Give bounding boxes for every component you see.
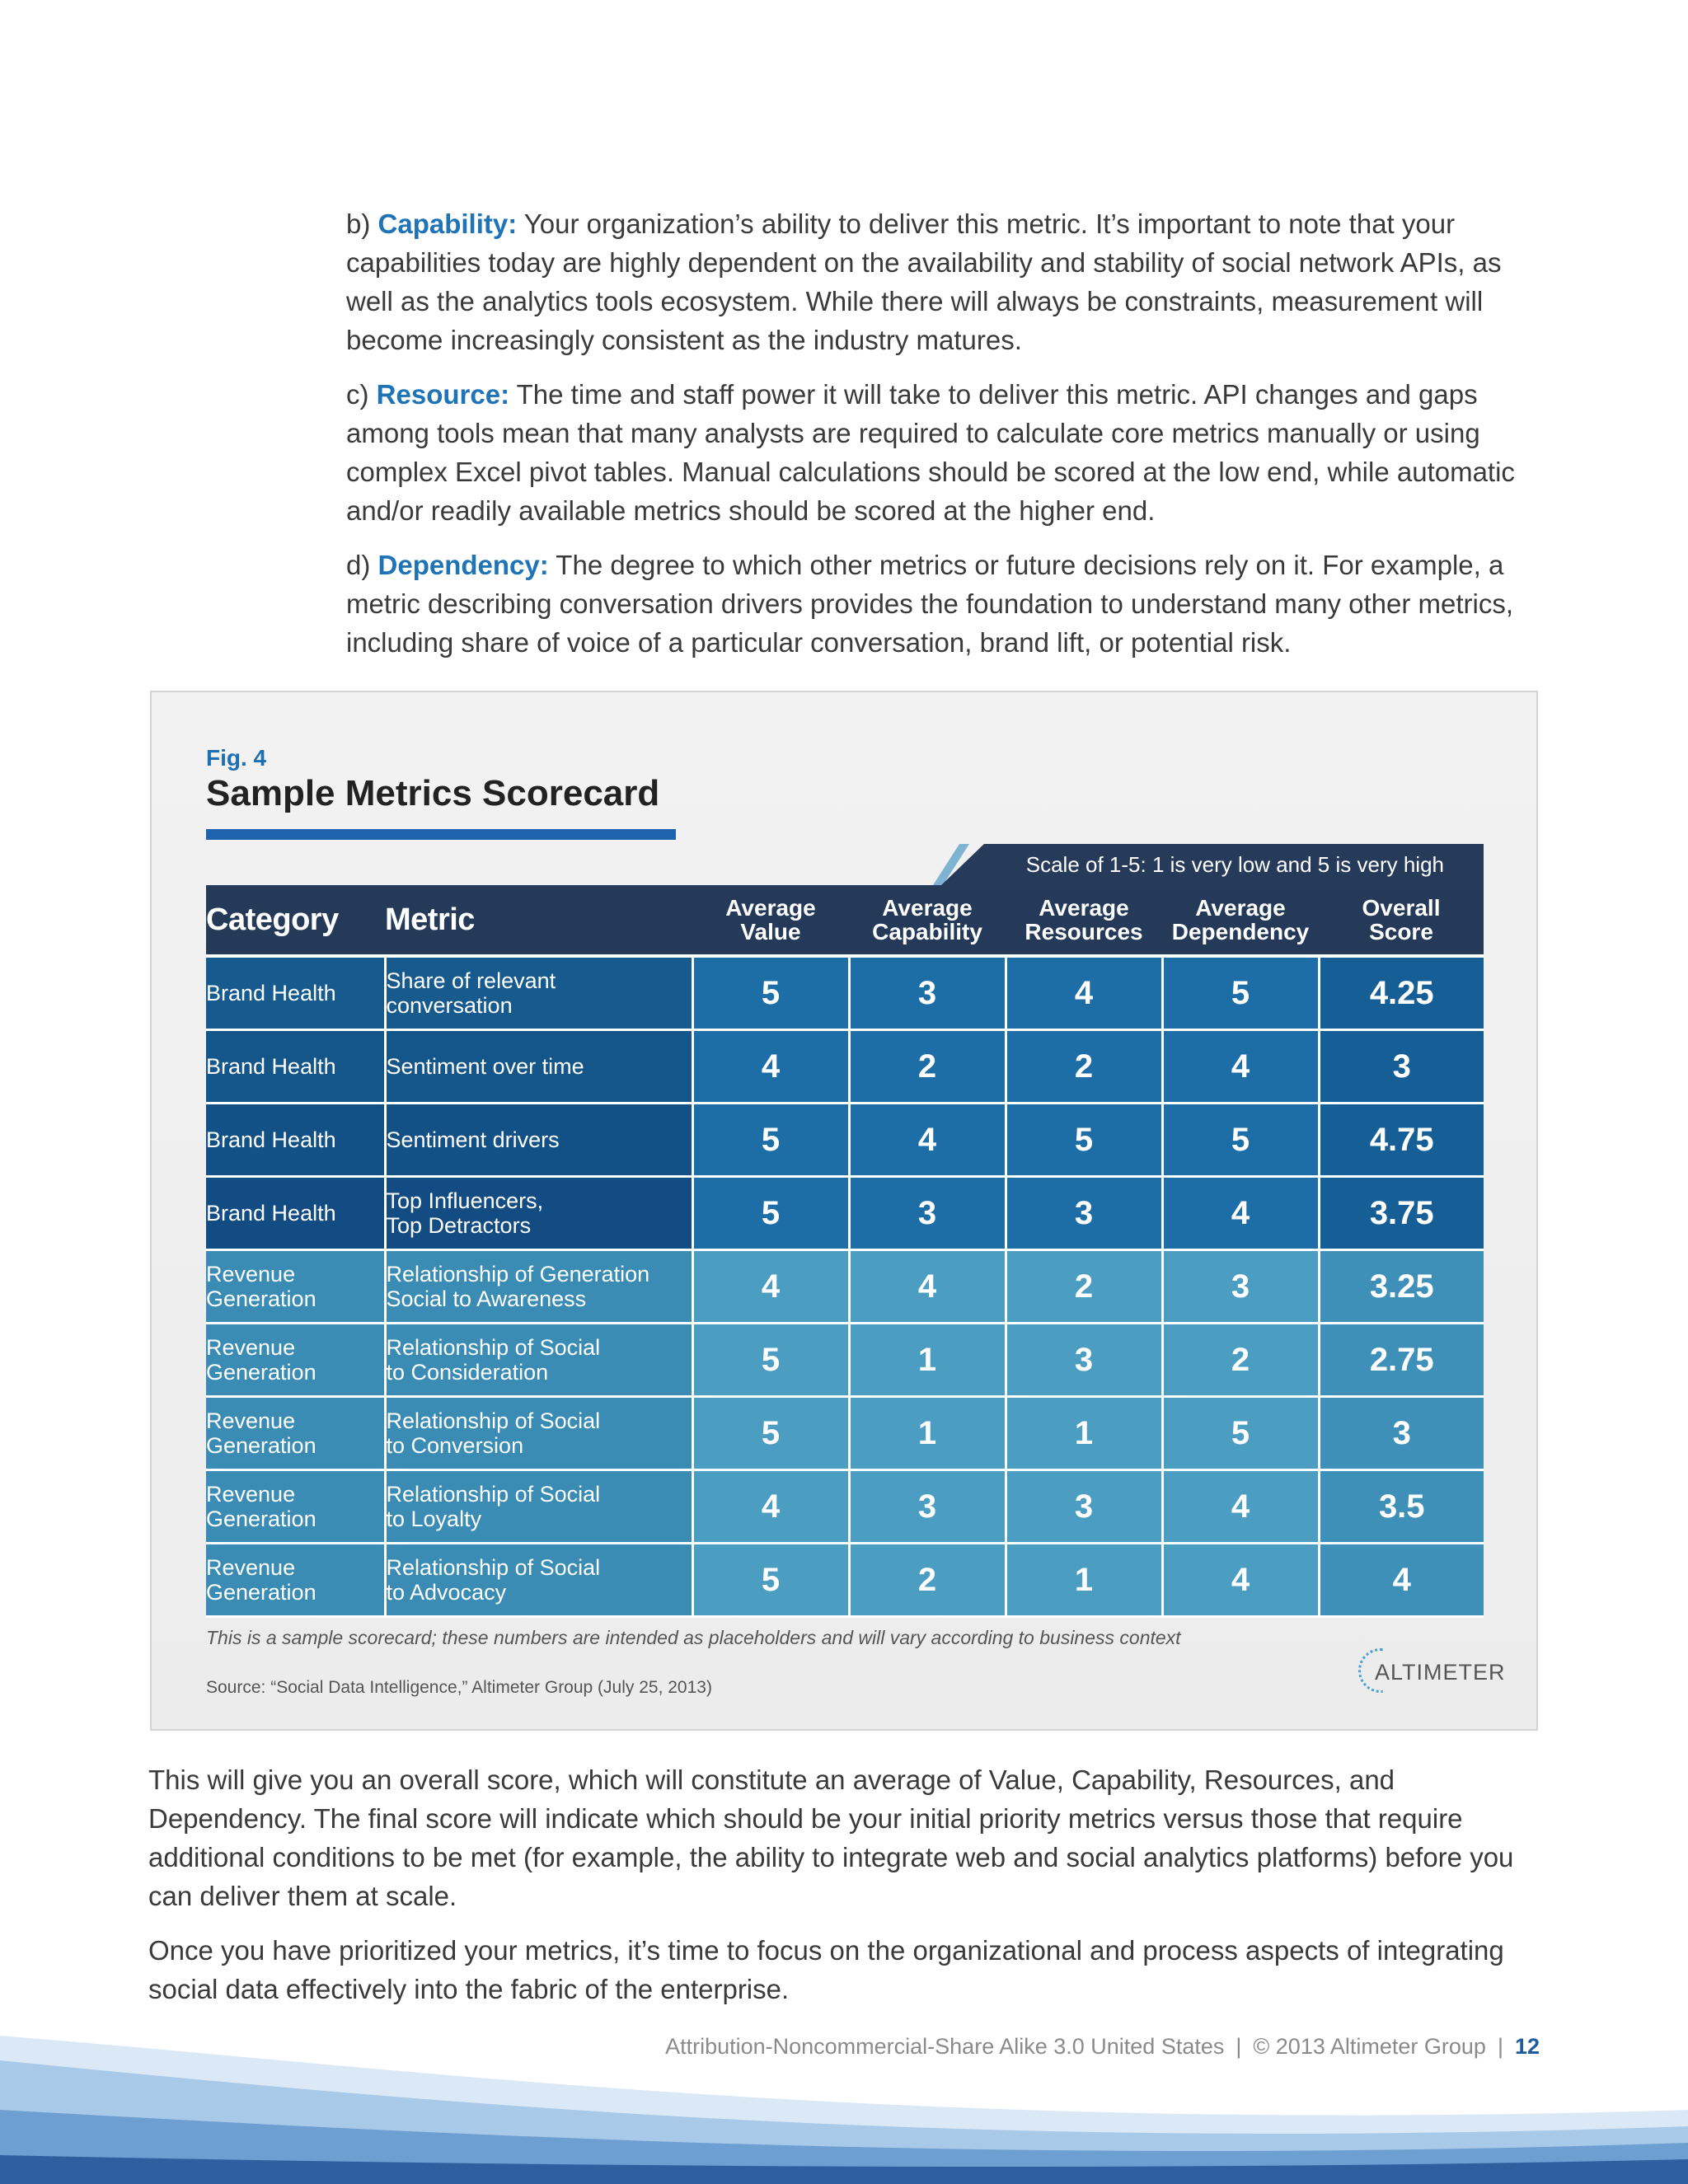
copyright-text: © 2013 Altimeter Group <box>1253 2034 1486 2059</box>
table-row <box>206 1397 1484 1470</box>
header-overall-score: Overall Score <box>1319 885 1484 956</box>
value-cell: 5 <box>692 1544 849 1617</box>
capability-cell: 2 <box>849 1544 1006 1617</box>
table-row <box>206 1470 1484 1544</box>
header-category: Category <box>206 885 385 956</box>
category-cell: Brand Health <box>206 1104 385 1177</box>
scorecard-note: This is a sample scorecard; these numbers are intended as placeholders and will vary according to business context <box>206 1627 1181 1648</box>
table-row <box>206 1104 1484 1177</box>
body-paragraph-2: Once you have prioritized your metrics, it’s time to focus on the organizational and process aspects of integrating social data effectively into the fabric of the enterprise. <box>148 1935 1504 2004</box>
header-average-dependency: Average Dependency <box>1162 885 1319 956</box>
category-cell: Revenue Generation <box>206 1397 385 1470</box>
table-row <box>206 1544 1484 1617</box>
overall-score-cell: 3.5 <box>1319 1470 1484 1544</box>
capability-cell: 4 <box>849 1250 1006 1324</box>
resource-paragraph: c) Resource: The time and staff power it will take to deliver this metric. API changes and gaps among tools mean that many analysts are required to calculate core metrics manually or using complex Excel pivot tables. Manual calculations should be scored at the low end, while automatic and/or readily available metrics should be scored at the higher end. <box>346 379 1515 526</box>
overall-score-cell: 4 <box>1319 1544 1484 1617</box>
metric-cell: Top Influencers, Top Detractors <box>385 1177 692 1250</box>
metric-cell: Relationship of Social to Advocacy <box>385 1544 692 1617</box>
header-average-capability: Average Capability <box>849 885 1006 956</box>
capability-cell: 3 <box>849 956 1006 1030</box>
category-cell: Revenue Generation <box>206 1324 385 1397</box>
metric-cell: Relationship of Social to Consideration <box>385 1324 692 1397</box>
table-row <box>206 956 1484 1030</box>
header-metric: Metric <box>385 885 692 956</box>
dependency-paragraph: d) Dependency: The degree to which other metrics or future decisions rely on it. For example, a metric describing conversation drivers provides the foundation to understand many other metrics, including share of voice of a particular conversation, brand lift, or potential risk. <box>346 550 1514 658</box>
category-cell: Brand Health <box>206 1030 385 1104</box>
license-text: Attribution-Noncommercial-Share Alike 3.0 United States <box>665 2034 1225 2059</box>
dependency-cell: 5 <box>1162 956 1319 1030</box>
figure-title: Sample Metrics Scorecard <box>206 773 660 813</box>
capability-term: Capability: <box>377 209 518 239</box>
category-cell: Revenue Generation <box>206 1544 385 1617</box>
resources-cell: 2 <box>1006 1030 1162 1104</box>
capability-cell: 4 <box>849 1104 1006 1177</box>
metric-cell: Relationship of Social to Conversion <box>385 1397 692 1470</box>
capability-cell: 1 <box>849 1397 1006 1470</box>
capability-cell: 1 <box>849 1324 1006 1397</box>
resource-term: Resource: <box>376 379 510 410</box>
scale-note: Scale of 1-5: 1 is very low and 5 is very high <box>1025 852 1444 877</box>
category-cell: Revenue Generation <box>206 1470 385 1544</box>
resources-cell: 1 <box>1006 1544 1162 1617</box>
dependency-cell: 3 <box>1162 1250 1319 1324</box>
resources-cell: 3 <box>1006 1177 1162 1250</box>
dependency-term: Dependency: <box>377 550 549 580</box>
logo-text: ALTIMETER <box>1375 1660 1506 1685</box>
footer-wave-decoration <box>0 2019 1688 2184</box>
value-cell: 5 <box>692 1177 849 1250</box>
metric-cell: Share of relevant conversation <box>385 956 692 1030</box>
resources-cell: 5 <box>1006 1104 1162 1177</box>
table-row <box>206 1250 1484 1324</box>
overall-score-cell: 3 <box>1319 1030 1484 1104</box>
source-citation: Source: “Social Data Intelligence,” Altimeter Group (July 25, 2013) <box>206 1678 712 1697</box>
category-cell: Brand Health <box>206 1177 385 1250</box>
footer-separator: | <box>1236 2034 1242 2059</box>
resources-cell: 2 <box>1006 1250 1162 1324</box>
metric-cell: Sentiment over time <box>385 1030 692 1104</box>
value-cell: 5 <box>692 1397 849 1470</box>
capability-paragraph: b) Capability: Your organization’s ability to deliver this metric. It’s important to note that your capabilities today are highly dependent on the availability and stability of social network APIs, as well as the analytics tools ecosystem. While there will always be constraints, measurement will become increasingly consistent as the industry matures. <box>346 209 1502 355</box>
value-cell: 4 <box>692 1030 849 1104</box>
overall-score-cell: 4.75 <box>1319 1104 1484 1177</box>
body-text <box>148 1760 1541 2024</box>
resources-cell: 4 <box>1006 956 1162 1030</box>
page-number: 12 <box>1514 2034 1540 2059</box>
title-underline <box>206 829 676 840</box>
dependency-cell: 4 <box>1162 1544 1319 1617</box>
dependency-cell: 5 <box>1162 1104 1319 1177</box>
scale-banner <box>941 844 1484 885</box>
altimeter-logo <box>1358 1648 1507 1698</box>
capability-cell: 3 <box>849 1177 1006 1250</box>
header-row <box>206 885 1484 956</box>
metric-cell: Relationship of Social to Loyalty <box>385 1470 692 1544</box>
overall-score-cell: 3 <box>1319 1397 1484 1470</box>
scorecard-table <box>206 885 1484 1618</box>
dependency-cell: 5 <box>1162 1397 1319 1470</box>
resources-cell: 1 <box>1006 1397 1162 1470</box>
metric-cell: Relationship of Generation Social to Awareness <box>385 1250 692 1324</box>
dependency-cell: 2 <box>1162 1324 1319 1397</box>
table-row <box>206 1324 1484 1397</box>
resources-cell: 3 <box>1006 1470 1162 1544</box>
dependency-cell: 4 <box>1162 1030 1319 1104</box>
dependency-cell: 4 <box>1162 1177 1319 1250</box>
dependency-cell: 4 <box>1162 1470 1319 1544</box>
category-cell: Revenue Generation <box>206 1250 385 1324</box>
scorecard-figure <box>150 691 1538 1731</box>
overall-score-cell: 3.25 <box>1319 1250 1484 1324</box>
category-cell: Brand Health <box>206 956 385 1030</box>
body-paragraph-1: This will give you an overall score, which will constitute an average of Value, Capability, Resources, and Dependency. The final score will indicate which should be your initial priority metrics versus those that require additional conditions to be met (for example, the ability to integrate web and social analytics platforms) before you can deliver them at scale. <box>148 1765 1514 1911</box>
metric-cell: Sentiment drivers <box>385 1104 692 1177</box>
capability-cell: 3 <box>849 1470 1006 1544</box>
table-row <box>206 1030 1484 1104</box>
capability-cell: 2 <box>849 1030 1006 1104</box>
value-cell: 5 <box>692 1324 849 1397</box>
header-average-value: Average Value <box>692 885 849 956</box>
footer-separator: | <box>1497 2034 1503 2059</box>
header-average-resources: Average Resources <box>1006 885 1162 956</box>
resources-cell: 3 <box>1006 1324 1162 1397</box>
value-cell: 4 <box>692 1250 849 1324</box>
overall-score-cell: 4.25 <box>1319 956 1484 1030</box>
overall-score-cell: 2.75 <box>1319 1324 1484 1397</box>
figure-label: Fig. 4 <box>206 745 267 771</box>
intro-text <box>346 204 1550 677</box>
value-cell: 5 <box>692 1104 849 1177</box>
value-cell: 4 <box>692 1470 849 1544</box>
table-row <box>206 1177 1484 1250</box>
overall-score-cell: 3.75 <box>1319 1177 1484 1250</box>
value-cell: 5 <box>692 956 849 1030</box>
